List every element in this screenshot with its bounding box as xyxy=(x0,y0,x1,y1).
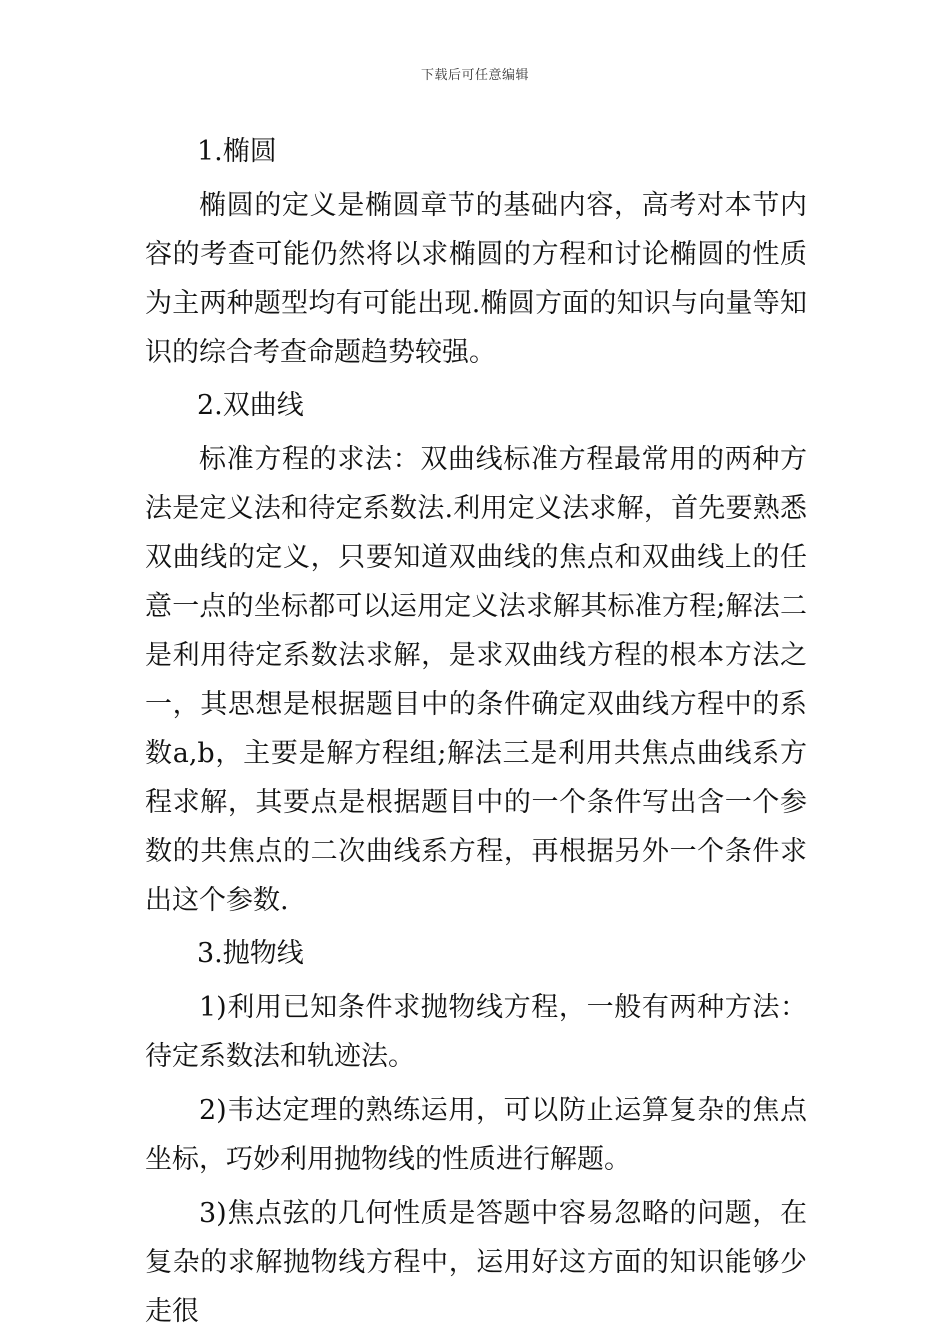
page-header-note: 下载后可任意编辑 xyxy=(420,68,529,83)
section-parabola xyxy=(145,930,807,1336)
paragraph: 椭圆的定义是椭圆章节的基础内容，高考对本节内容的考查可能仍然将以求椭圆的方程和讨论椭圆的性质为主两种题型均有可能出现.椭圆方面的知识与向量等知识的综合考查命题趋势较强。 xyxy=(145,190,807,368)
paragraph: 2)韦达定理的熟练运用，可以防止运算复杂的焦点坐标，巧妙利用抛物线的性质进行解题。 xyxy=(145,1095,807,1175)
paragraph: 标准方程的求法：双曲线标准方程最常用的两种方法是定义法和待定系数法.利用定义法求解，首先要熟悉双曲线的定义，只要知道双曲线的焦点和双曲线上的任意一点的坐标都可以运用定义法求解其标准方程;解法二是利用待定系数法求解，是求双曲线方程的根本方法之一，其思想是根据题目中的条件确定双曲线方程中的系数a,b，主要是解方程组;解法三是利用共焦点曲线系方程求解，其要点是根据题目中的一个条件写出含一个参数的共焦点的二次曲线系方程，再根据另外一个条件求出这个参数. xyxy=(145,444,807,916)
document-body xyxy=(145,128,807,1341)
paragraph: 3)焦点弦的几何性质是答题中容易忽略的问题，在复杂的求解抛物线方程中，运用好这方面的知识能够少走很 xyxy=(145,1198,807,1327)
section-ellipse xyxy=(145,128,807,377)
section-heading: 1.椭圆 xyxy=(197,136,277,167)
section-heading: 3.抛物线 xyxy=(197,938,304,969)
section-hyperbola xyxy=(145,382,807,925)
paragraph: 1)利用已知条件求抛物线方程，一般有两种方法：待定系数法和轨迹法。 xyxy=(145,992,807,1072)
section-heading: 2.双曲线 xyxy=(197,390,304,421)
